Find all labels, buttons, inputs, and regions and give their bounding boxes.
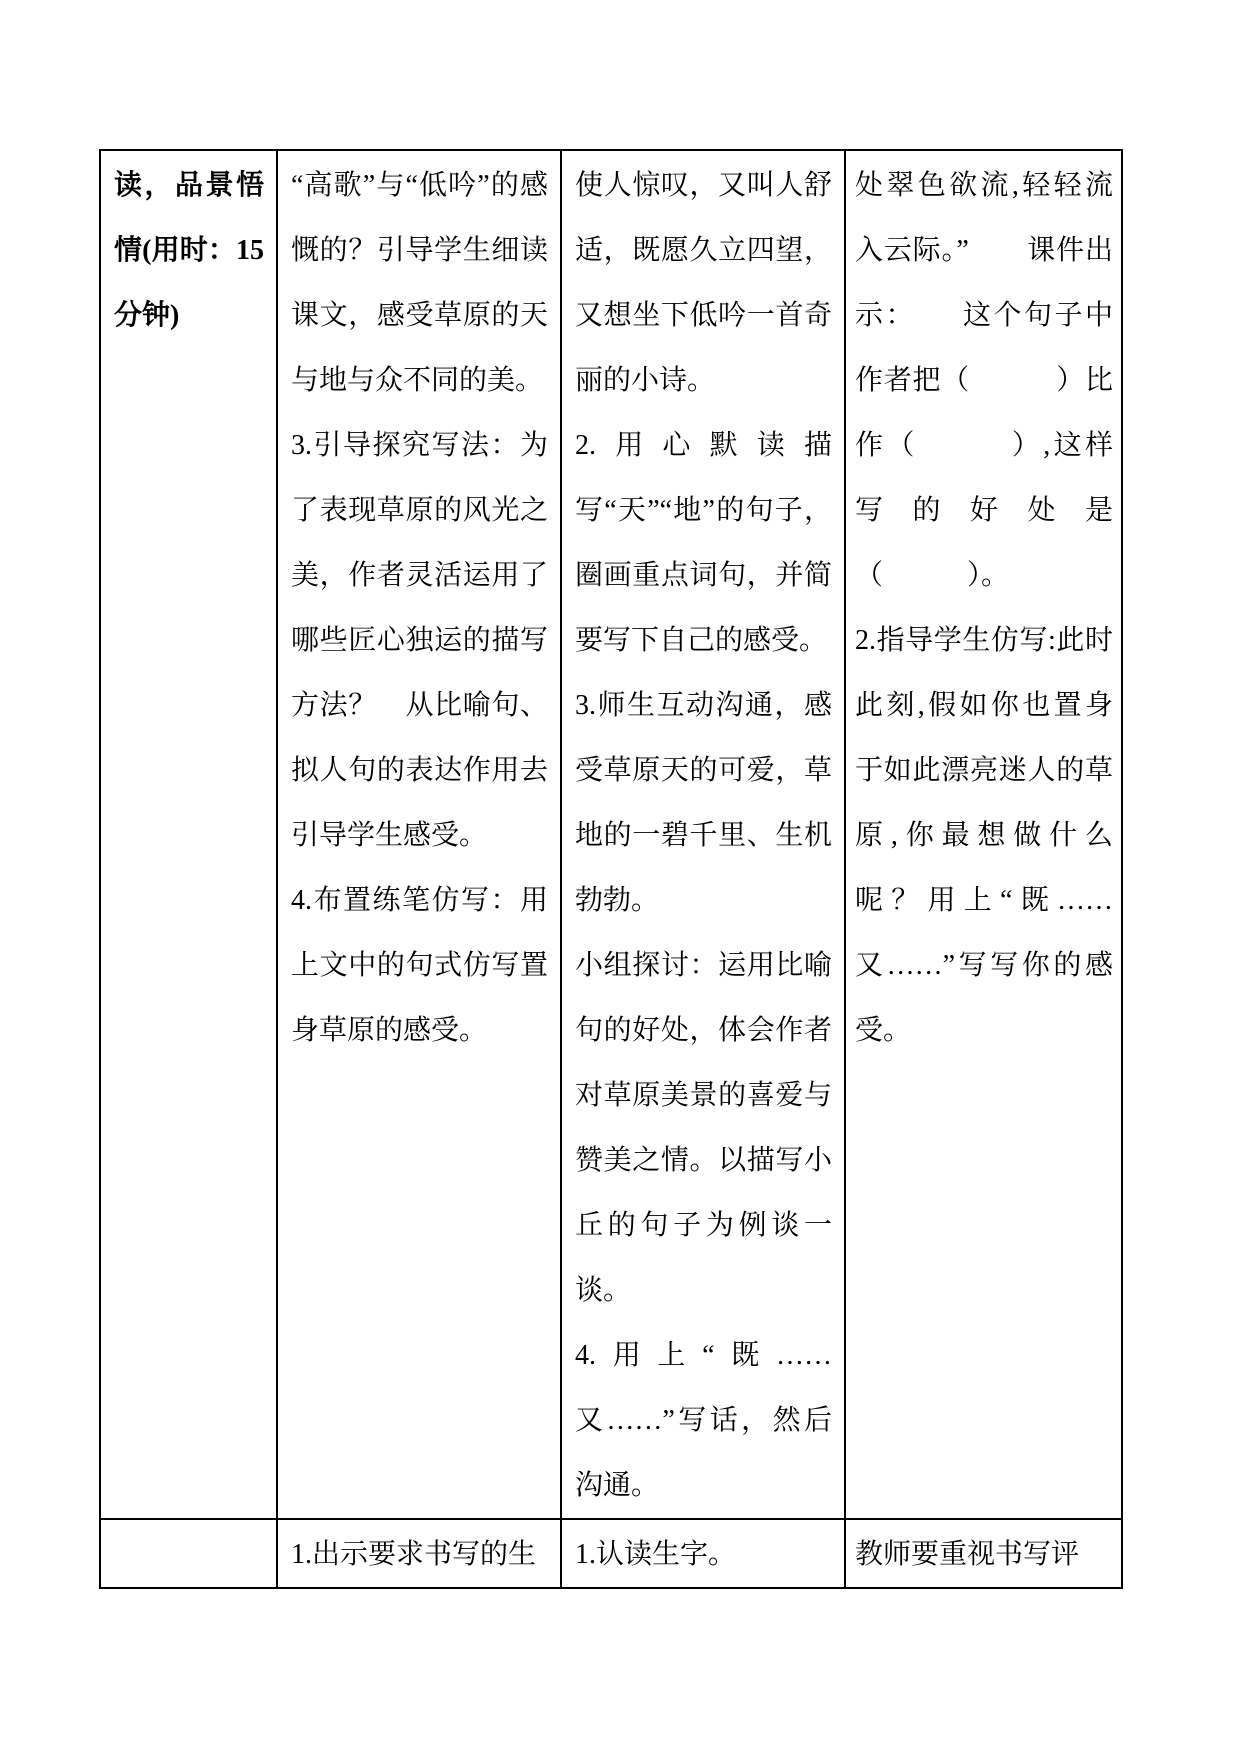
paragraph: 1.出示要求书写的生	[291, 1539, 537, 1570]
teacher-activity-cell	[277, 1519, 561, 1588]
paragraph: 1.认读生字。	[575, 1539, 737, 1570]
paragraph: 4.布置练笔仿写：用上文中的句式仿写置身草原的感受。	[291, 885, 548, 1046]
paragraph: 3.师生互动沟通，感受草原天的可爱，草地的一碧千里、生机勃勃。	[575, 690, 832, 916]
student-activity-cell	[561, 1519, 845, 1588]
paragraph: 4.用上“既……又……”写话，然后沟通。	[575, 1340, 832, 1501]
guidance-cell	[845, 150, 1122, 1519]
guidance-cell	[845, 1519, 1122, 1588]
stage-cell-empty	[100, 1519, 277, 1588]
paragraph: 使人惊叹，又叫人舒适，既愿久立四望，又想坐下低吟一首奇丽的小诗。	[575, 170, 832, 396]
paragraph: 3.引导探究写法：为了表现草原的风光之美，作者灵活运用了哪些匠心独运的描写方法？ 从比喻句、拟人句的表达作用去引导学生感受。	[291, 430, 548, 851]
table-row-bottom	[100, 1519, 1122, 1588]
paragraph: 处翠色欲流,轻轻流入云际。” 课件出示： 这个句子中作者把（ ）比作（ ）,这样写的好处是（ ）。	[855, 170, 1113, 591]
paragraph: 读，品景悟情(用时：15分钟)	[114, 170, 264, 331]
paragraph: 教师要重视书写评	[855, 1539, 1080, 1570]
student-activity-cell	[561, 150, 845, 1519]
stage-cell	[100, 150, 277, 1519]
teacher-activity-cell	[277, 150, 561, 1519]
lesson-plan-table	[99, 149, 1123, 1589]
paragraph: 小组探讨：运用比喻句的好处，体会作者对草原美景的喜爱与赞美之情。以描写小丘的句子为例谈一谈。	[575, 950, 832, 1306]
paragraph: 2.用心默读描写“天”“地”的句子，圈画重点词句，并简要写下自己的感受。	[575, 430, 832, 656]
paragraph: 2.指导学生仿写:此时此刻,假如你也置身于如此漂亮迷人的草原,你最想做什么呢？用上“既……又……”写写你的感受。	[855, 625, 1113, 1046]
paragraph: “高歌”与“低吟”的感慨的？引导学生细读课文，感受草原的天与地与众不同的美。	[291, 170, 548, 396]
table-row-main	[100, 150, 1122, 1519]
